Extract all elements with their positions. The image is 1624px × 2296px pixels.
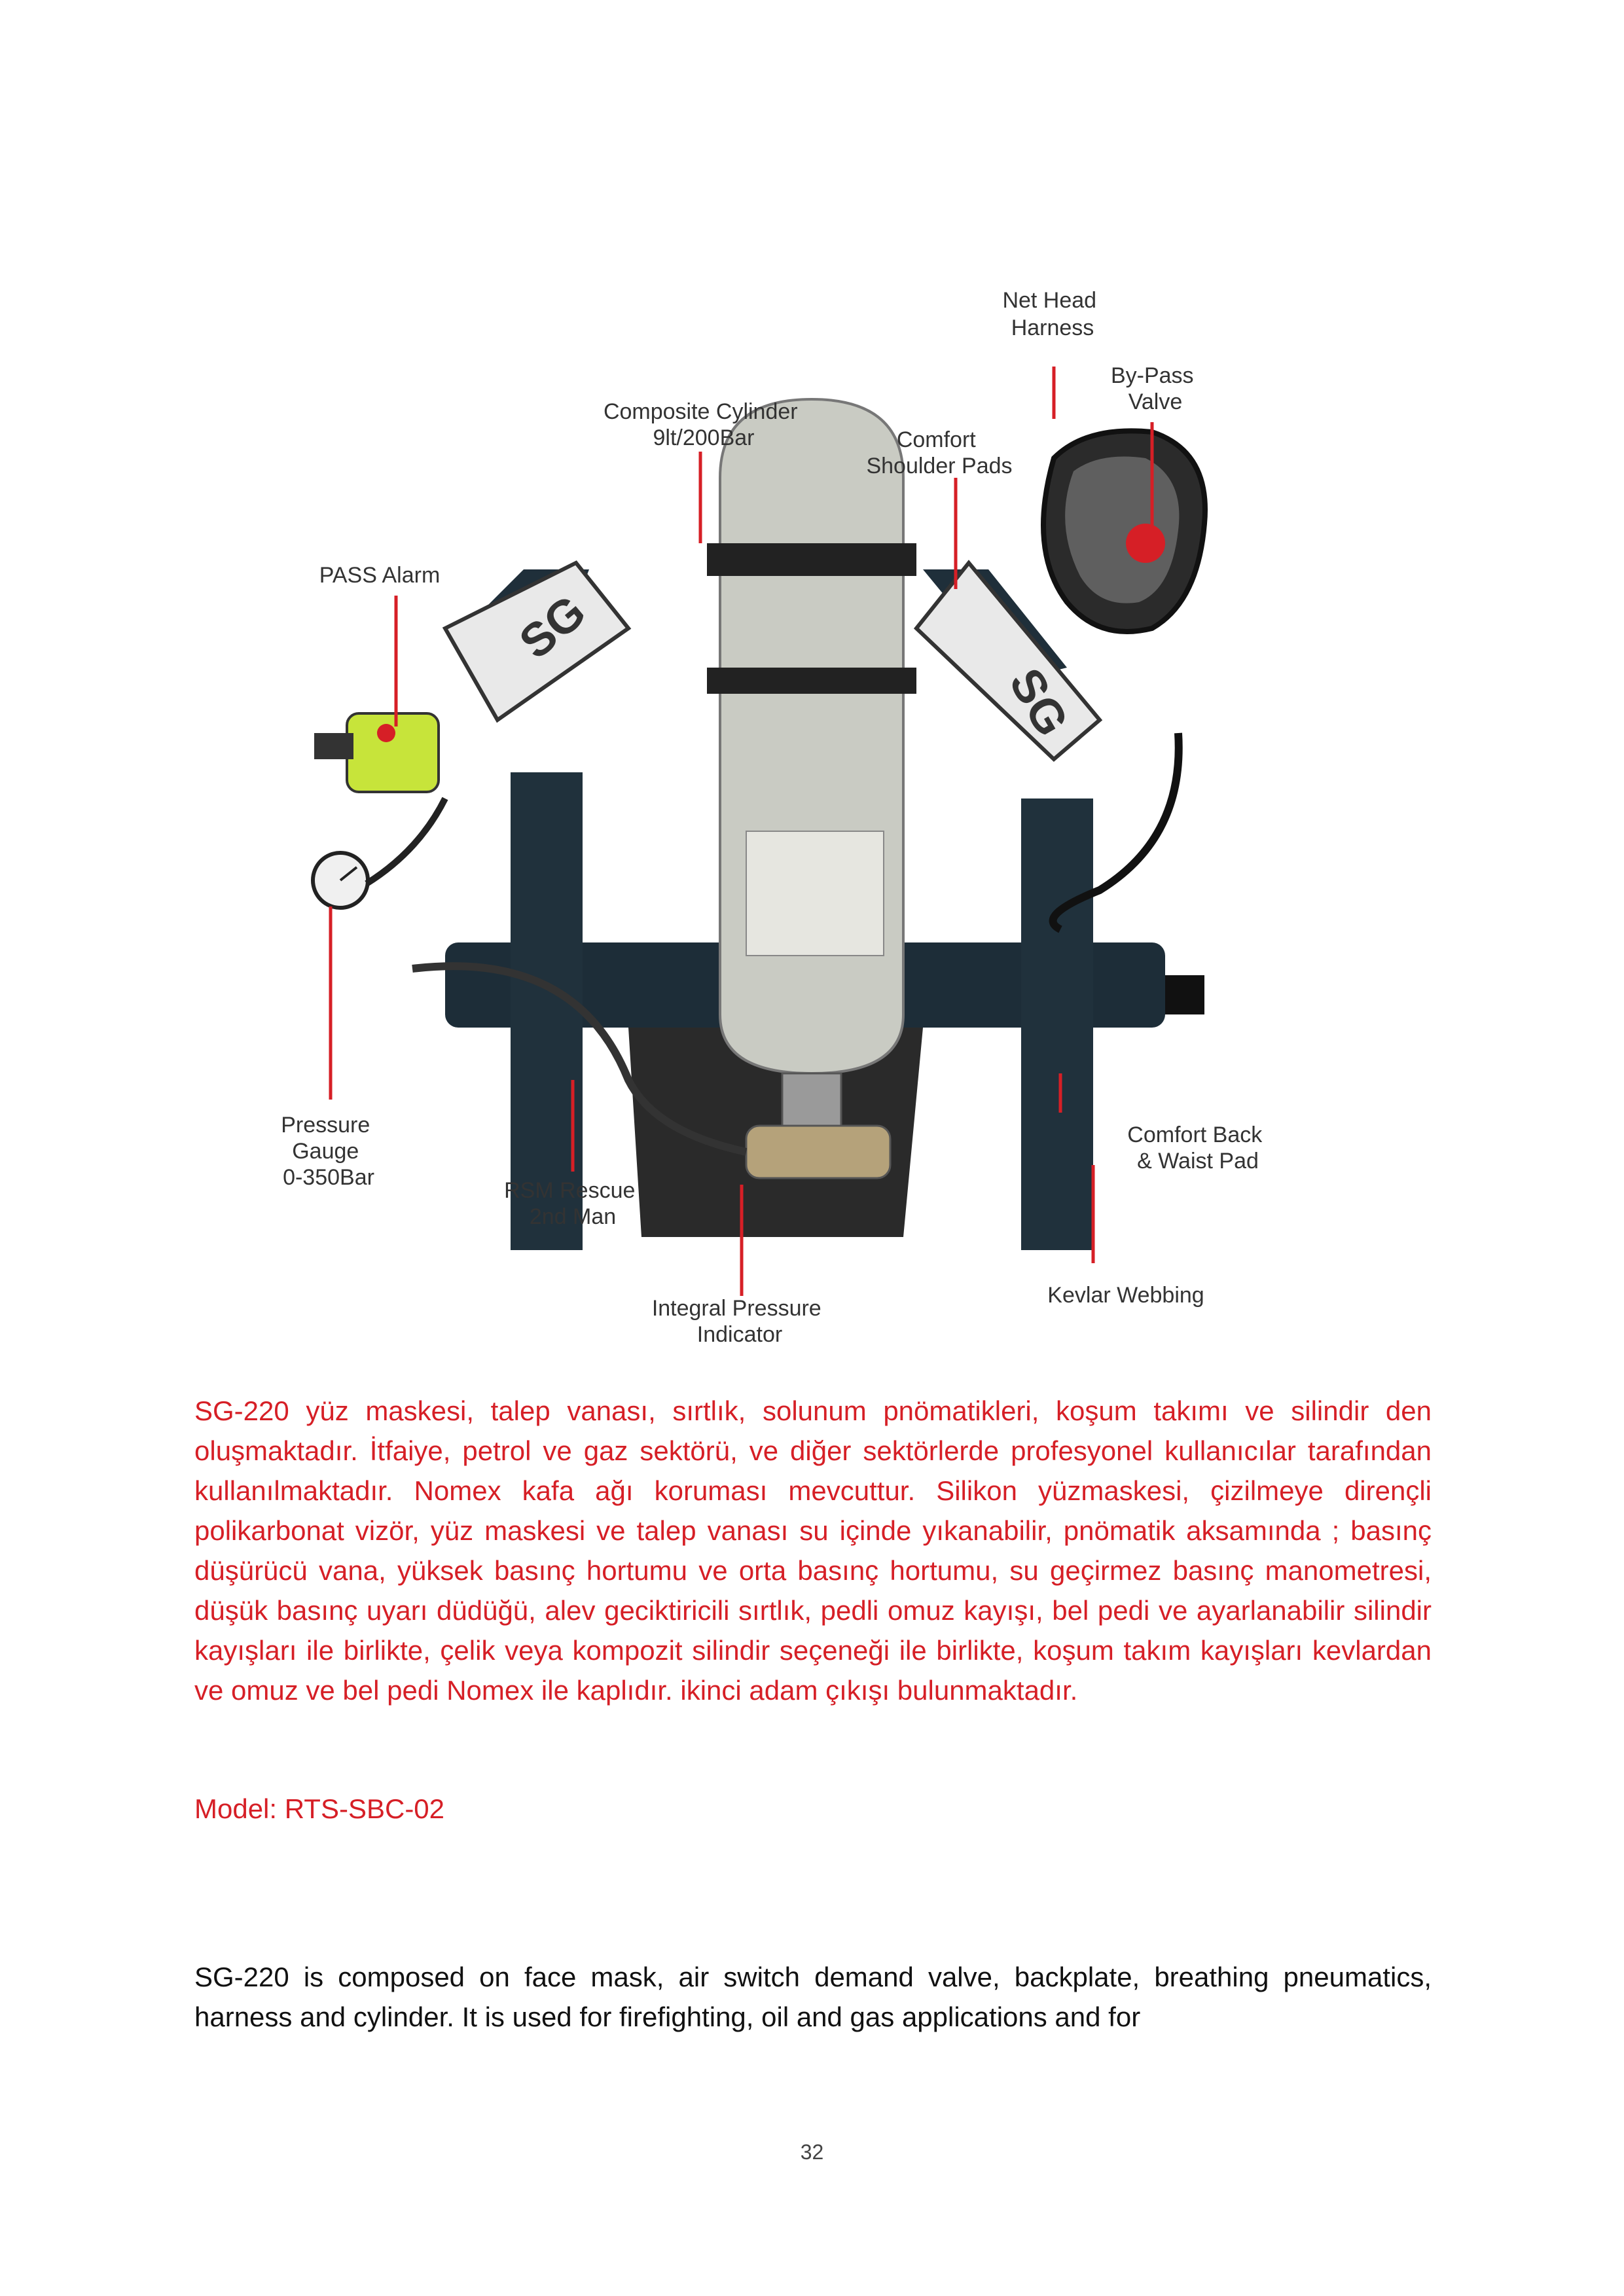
callout-line: Shoulder Pads xyxy=(866,454,1013,478)
callout-line: Comfort xyxy=(896,427,976,452)
pass-alarm-device xyxy=(314,713,439,792)
callout-line: PASS Alarm xyxy=(319,563,441,588)
model-number: Model: RTS-SBC-02 xyxy=(194,1793,445,1824)
callout-net-head-harness xyxy=(1002,288,1102,340)
callout-line: 2nd Man xyxy=(529,1204,617,1229)
callout-line: Kevlar Webbing xyxy=(1047,1283,1204,1308)
callout-line: Composite Cylinder xyxy=(603,399,798,424)
face-mask xyxy=(1043,431,1205,632)
product-figure xyxy=(249,262,1375,1374)
callout-integral-pressure xyxy=(652,1296,827,1347)
callout-bypass-valve xyxy=(1111,363,1200,414)
callout-line: Pressure xyxy=(281,1113,370,1138)
callout-line: Gauge xyxy=(292,1139,359,1164)
callout-line: 9lt/200Bar xyxy=(653,425,755,450)
shoulder-pad-left xyxy=(445,563,628,720)
callout-pass-alarm xyxy=(319,563,441,588)
callout-line: Indicator xyxy=(696,1322,783,1347)
page-number: 32 xyxy=(800,2140,824,2164)
callout-pressure-gauge xyxy=(281,1113,376,1190)
callout-line: By-Pass xyxy=(1110,363,1194,388)
callout-line: Comfort Back xyxy=(1127,1122,1263,1147)
callout-line: Harness xyxy=(1011,315,1094,340)
shoulder-logo-right: SG xyxy=(999,660,1079,745)
callout-line: 0-350Bar xyxy=(283,1165,374,1190)
callout-line: RSM Rescue xyxy=(504,1178,636,1203)
callout-line: Valve xyxy=(1128,389,1183,414)
callout-line: Integral Pressure xyxy=(651,1296,821,1321)
breathing-apparatus-illustration xyxy=(249,262,1375,1374)
pressure-gauge-device xyxy=(313,798,445,908)
callout-line: Net Head xyxy=(1002,288,1097,313)
turkish-description: SG-220 yüz maskesi, talep vanası, sırtlık, solunum pnömatikleri, koşum takımı ve silindir den oluşmaktadır. İtfaiye, petrol ve gaz sektörü, ve diğer sektörlerde profesyonel kullanıcılar tarafından kullanılmaktadır. Nomex kafa ağı koruması mevcuttur. Silikon yüzmaskesi, çizilmeye dirençli polikarbonat vizör, yüz maskesi ve talep vanası su içinde yıkanabilir, pnömatik aksamında ; basınç düşürücü vana, yüksek basınç hortumu ve orta basınç hortumu, su geçirmez basınç manometresi, düşük basınç uyarı düdüğü, alev geciktiricili sırtlık, pedli omuz kayışı, bel pedi ve ayarlanabilir silindir kayışları ile birlikte, çelik veya kompozit silindir seçeneği ile birlikte, koşum takım kayışları kevlardan ve omuz ve bel pedi Nomex ile kaplıdır. ikinci adam çıkışı bulunmaktadır. xyxy=(194,1395,1432,1706)
callout-kevlar-webbing xyxy=(1047,1283,1204,1308)
callout-comfort-back xyxy=(1127,1122,1268,1174)
shoulder-logo-left: SG xyxy=(509,585,596,670)
english-description: SG-220 is composed on face mask, air switch demand valve, backplate, breathing pneumatics, harness and cylinder. It is used for firefighting, oil and gas applications and for xyxy=(194,1962,1432,2032)
callout-line: & Waist Pad xyxy=(1137,1149,1259,1174)
